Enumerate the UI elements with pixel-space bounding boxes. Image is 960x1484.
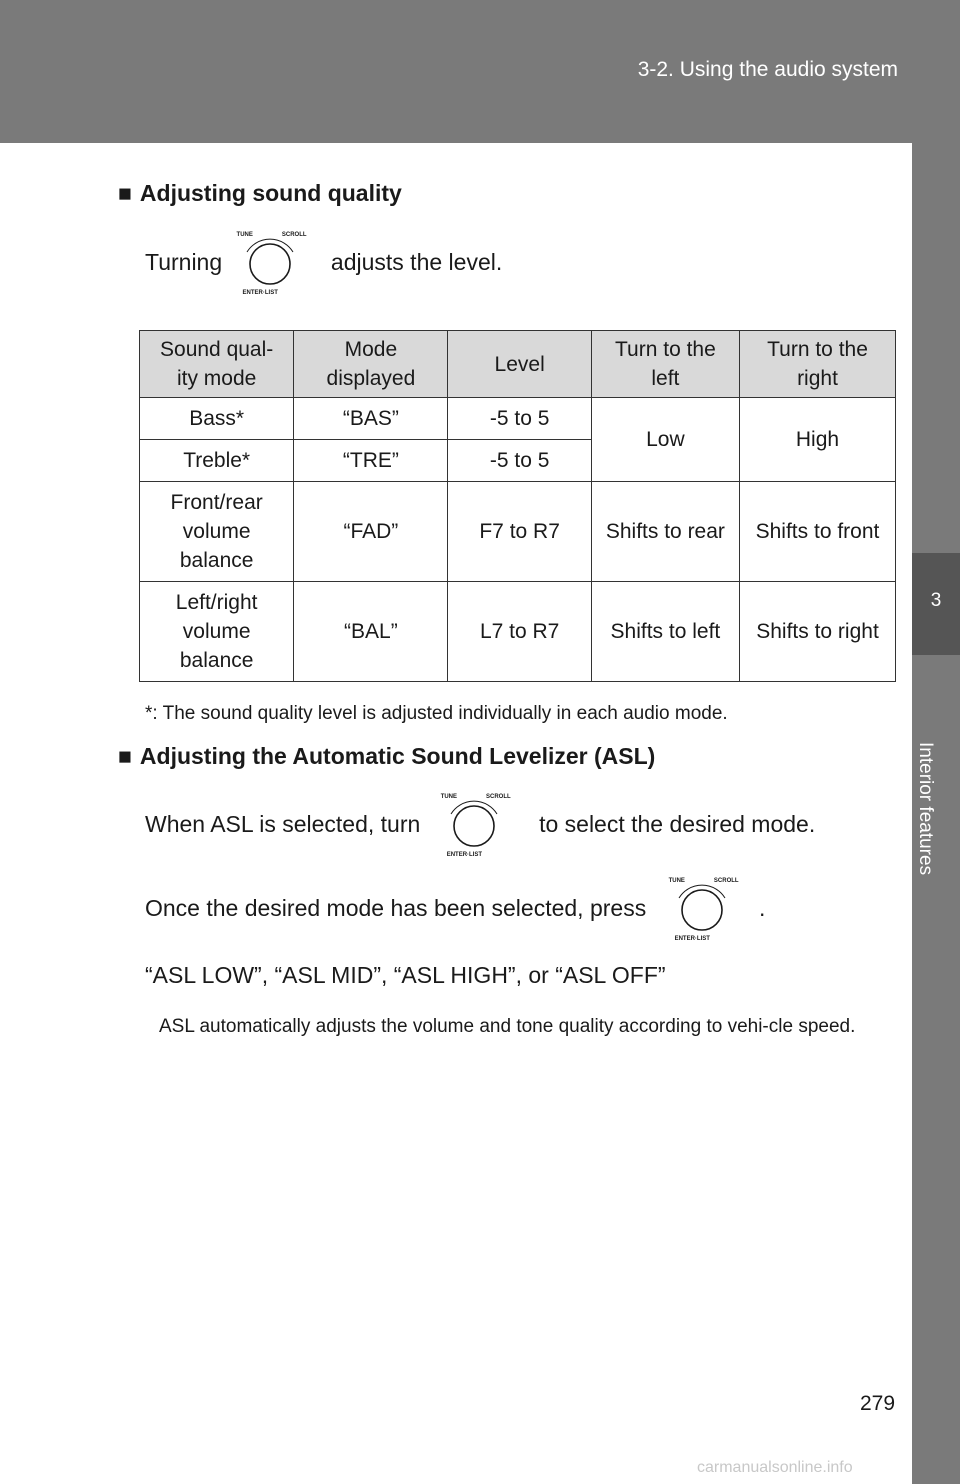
side-band-top: [912, 143, 960, 553]
table-header: Turn to the right: [740, 331, 896, 398]
table-header: Level: [448, 331, 591, 398]
chapter-label: Interior features: [915, 742, 936, 876]
table-header: Sound qual- ity mode: [140, 331, 294, 398]
table-header: Turn to the left: [591, 331, 739, 398]
table-row: [140, 482, 896, 582]
square-bullet-icon: ■: [118, 180, 132, 206]
turning-line: Turning TUNE SCROLL ENTER·LIST adjusts the level.: [145, 232, 503, 296]
enter-dial-icon: TUNE SCROLL ENTER·LIST: [668, 878, 739, 942]
heading-asl: ■ Adjusting the Automatic Sound Levelizer (ASL): [118, 743, 656, 769]
table-cell: Shifts to rear: [591, 482, 739, 582]
table-cell: “BAL”: [294, 582, 448, 682]
table-cell: Bass*: [140, 398, 294, 440]
table-cell: “BAS”: [294, 398, 448, 440]
table-cell: F7 to R7: [448, 482, 591, 582]
table-header-row: [140, 331, 896, 398]
table-cell: “FAD”: [294, 482, 448, 582]
table-cell: Front/rear volume balance: [140, 482, 294, 582]
table-footnote: *: The sound quality level is adjusted individually in each audio mode.: [145, 703, 728, 724]
table-cell: L7 to R7: [448, 582, 591, 682]
table-cell: -5 to 5: [448, 440, 591, 482]
tune-dial-icon: TUNE SCROLL ENTER·LIST: [440, 794, 511, 858]
square-bullet-icon: ■: [118, 743, 132, 769]
sound-quality-table: [139, 330, 896, 682]
watermark: carmanualsonline.info: [697, 1459, 853, 1476]
heading-sound-quality: ■ Adjusting sound quality: [118, 180, 402, 206]
table-cell: Shifts to right: [740, 582, 896, 682]
table-header: Mode displayed: [294, 331, 448, 398]
table-row: [140, 398, 896, 440]
asl-note: ASL automatically adjusts the volume and tone quality according to vehi-cle speed.: [159, 1016, 856, 1037]
table-cell: Left/right volume balance: [140, 582, 294, 682]
table-cell: High: [740, 398, 896, 482]
chapter-number: 3: [930, 590, 942, 611]
asl-turn-line: When ASL is selected, turn TUNE SCROLL ENTER·LIST to select the desired mode.: [145, 794, 816, 858]
table-cell: Shifts to front: [740, 482, 896, 582]
page-number: 279: [860, 1392, 896, 1415]
section-title: 3-2. Using the audio system: [637, 58, 898, 81]
table-cell: -5 to 5: [448, 398, 591, 440]
table-row: [140, 582, 896, 682]
asl-modes-line: “ASL LOW”, “ASL MID”, “ASL HIGH”, or “ASL OFF”: [145, 962, 666, 988]
asl-press-line: Once the desired mode has been selected, press TUNE SCROLL ENTER·LIST .: [145, 878, 766, 942]
table-cell: Treble*: [140, 440, 294, 482]
table-cell: “TRE”: [294, 440, 448, 482]
table-cell: Low: [591, 398, 739, 482]
tune-dial-icon: TUNE SCROLL ENTER·LIST: [236, 232, 307, 296]
table-cell: Shifts to left: [591, 582, 739, 682]
